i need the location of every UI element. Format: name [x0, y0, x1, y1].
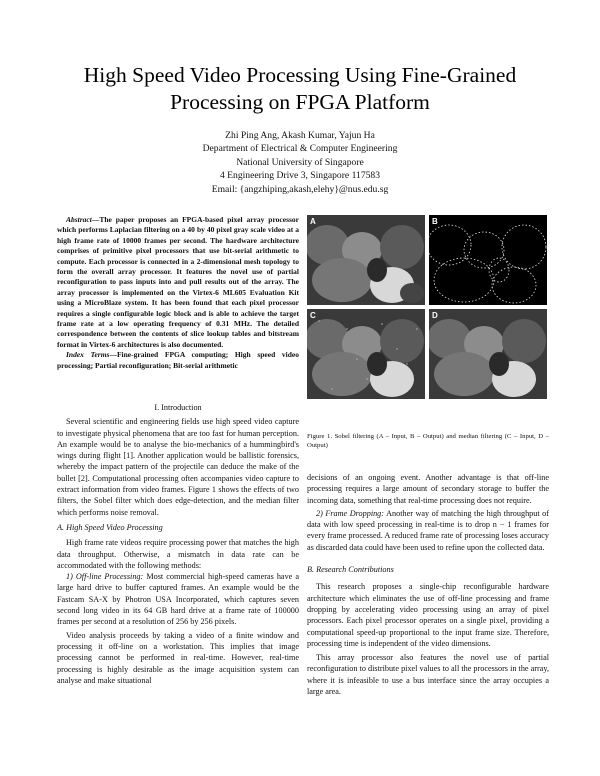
- subsection-a-heading: A. High Speed Video Processing: [57, 522, 163, 532]
- figure-caption: Figure 1. Sobel filtering (A – Input, B – Output) and median filtering (C – Input, D – Output): [307, 433, 549, 450]
- abstract: [57, 215, 299, 371]
- figure-panel-c: [307, 309, 425, 399]
- input-image-c: [307, 309, 425, 399]
- item2-label: 2) Frame Dropping:: [316, 508, 385, 518]
- department: Department of Electrical & Computer Engineering: [202, 143, 398, 155]
- figure-1: [307, 215, 549, 401]
- right-paragraph-1: decisions of an ongoing event. Another advantage is that off-line processing requires a large amount of secondary storage to buffer the incoming data, something that real-time processing does not require.: [307, 473, 549, 505]
- right-paragraph-2: This research proposes a single-chip reconfigurable hardware architecture which eliminates the use of off-line processing and frame dropping by accelerating video processing using an array of pixel processors. Each pixel processor operates on a single pixel, providing a computational speed-up proportional to the input frame size. Therefore, processing time is independent of the video dimensions.: [307, 582, 549, 648]
- item1-text: Most commercial high-speed cameras have a large hard drive to buffer captured frames. An example would be the Fastcam SA-X by Photron USA Incorporated, which captures seven second long video in its 64 GB hard drive at a frame rate of 100000 frames per second at a resolution of 256 by 256 pixels.: [57, 572, 300, 627]
- item1-label: 1) Off-line Processing:: [66, 572, 144, 582]
- output-image-d: [429, 309, 547, 399]
- university: National University of Singapore: [236, 156, 364, 168]
- index-terms-text: —Fine-grained FPGA computing; High speed video processing; Partial reconfiguration; Bit-serial arithmetic: [57, 350, 299, 370]
- abstract-label: Abstract: [66, 215, 92, 224]
- figure-panel-d: [429, 309, 547, 399]
- address: 4 Engineering Drive 3, Singapore 117583: [219, 170, 381, 182]
- author-block: [80, 129, 520, 196]
- figure-panel-b: [429, 215, 547, 305]
- right-paragraph-3: This array processor also features the novel use of partial reconfiguration to distribute pixel values to all the processors in the array, where it is infeasible to use a bus interface since the array occupies a large area.: [307, 653, 549, 697]
- input-image-a: [307, 215, 425, 305]
- offline-processing-item: [57, 571, 299, 627]
- abstract-text: —The paper proposes an FPGA-based pixel array processor which performs Laplacian filtering on a 40 by 40 pixel gray scale video at a high frame rate of 10000 frames per second. The hardware architecture comprises of primitive pixel processors that use bit-serial arithmetic to compute. Each processor is connected in a 2-dimensional mesh topology to form the overall array processor. It features the novel use of partial reconfiguration to pass inputs into and pull results out of the array. The array processor is implemented on the Virtex-6 ML605 Evaluation Kit using a MicroBlaze system. It has been found that each pixel processor requires a single configurable logic block and is able to achieve the target frame rate at a low operating frequency of 0.31 MHz. The detailed correspondence between the contents of slice lookup tables and bitstream format in Virtex-6 architectures is also documented.: [57, 215, 299, 349]
- intro-heading: I. Introduction: [154, 403, 202, 412]
- frame-dropping-item: [307, 508, 549, 553]
- panel-label-c: C: [310, 311, 316, 320]
- paper-title: High Speed Video Processing Using Fine-Grained Processing on FPGA Platform: [83, 63, 517, 114]
- intro-paragraph-1: Several scientific and engineering fields use high speed video capture to investigate physical phenomena that are too fast for human perception. An example would be to analyse the bio-mechanics of a hummingbird's wings during flight [1]. Another application would be ballistic forensics, whereby the impact pattern of the projectile can deduce the make of the bullet [2]. Computational processing often accompanies video capture to extract information from video frames. Figure 1 shows the effects of two filters, the Sobel filter which does edge-detection, and the median filter which performs noise removal.: [57, 417, 299, 517]
- panel-label-a: A: [310, 217, 316, 226]
- right-column-text: [307, 472, 549, 697]
- subsection-b-heading: B. Research Contributions: [307, 565, 394, 575]
- panel-label-d: D: [432, 311, 438, 320]
- item2-text: Another way of matching the high throughput of data with low speed processing in real-time is to drop n − 1 frames for every frame processed. A reduced frame rate of processing loses accuracy as discarded data could have been used to refine upon the collected data.: [307, 508, 549, 552]
- figure-panel-a: [307, 215, 425, 305]
- email: Email: {angzhiping,akash,elehy}@nus.edu.sg: [211, 183, 389, 195]
- intro-paragraph-2: High frame rate videos require processing power that matches the high data throughput. Otherwise, a mismatch in data rate can be accommodated with the following methods:: [57, 538, 299, 570]
- intro-paragraph-3: Video analysis proceeds by taking a video of a finite window and processing it off-line on a workstation. This implies that image processing cannot be performed in real-time. However, real-time processing is highly desirable as the image acquisition system can analyse and make situational: [57, 630, 299, 685]
- introduction-section: [57, 402, 299, 686]
- panel-label-b: B: [432, 217, 438, 226]
- output-image-b: [429, 215, 547, 305]
- author-names: Zhi Ping Ang, Akash Kumar, Yajun Ha: [225, 130, 375, 141]
- index-terms-label: Index Terms: [66, 350, 110, 360]
